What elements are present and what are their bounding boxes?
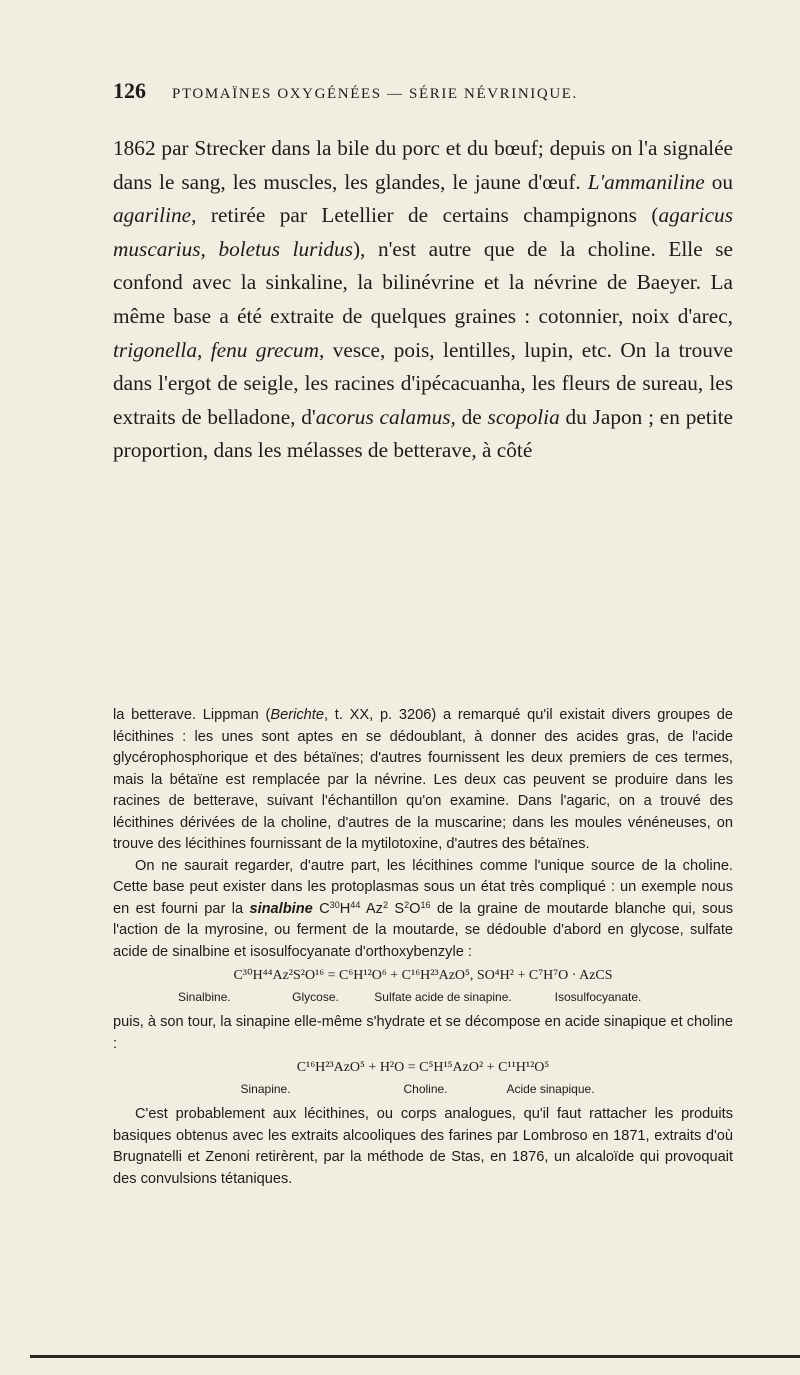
page-number: 126 — [113, 78, 146, 103]
formula-index: 2 — [382, 899, 388, 910]
formula-index: 16 — [420, 899, 431, 910]
text-span: vesce, pois, lentilles, lupin, etc. On la trouve dans l'ergot de seigle, les racines d'ipécacuanha, les fleurs de sureau, les extraits de belladone, d' — [113, 337, 734, 429]
formula-label: Sinapine. — [240, 1081, 291, 1096]
formula-label: Isosulfocyanate. — [554, 989, 642, 1004]
formula-atom: H — [339, 900, 351, 917]
footnotes — [113, 705, 733, 1190]
running-title: PTOMAÏNES OXYGÉNÉES — SÉRIE NÉVRINIQUE. — [172, 86, 578, 102]
note-paragraph-1 — [113, 705, 733, 856]
text-span: la betterave. Lippman ( — [113, 707, 271, 723]
italic-term: agariline — [113, 203, 192, 228]
main-text — [113, 132, 733, 468]
formula-index: 2 — [404, 899, 410, 910]
bottom-edge-rule — [30, 1355, 800, 1358]
text-span: , retirée par Letellier de certains champignons ( — [191, 203, 659, 228]
formula-index: 44 — [350, 899, 361, 910]
inline-formula — [319, 901, 430, 917]
italic-term: agaricus muscarius, boletus luridus — [113, 203, 733, 261]
formula-atom: C — [319, 900, 330, 917]
formula-label: Sinalbine. — [178, 989, 231, 1004]
note-paragraph-2 — [113, 856, 733, 964]
italic-term: Berichte — [270, 707, 324, 723]
formula-atom: S — [394, 900, 405, 917]
reaction-labels-1 — [113, 987, 733, 1009]
main-paragraph — [113, 132, 733, 468]
italic-term: scopolia — [487, 404, 560, 429]
text-span: ou — [704, 169, 734, 194]
formula-atom: O — [409, 900, 421, 917]
formula-label: Choline. — [403, 1081, 448, 1096]
reaction-formula-1: C³⁰H⁴⁴Az²S²O¹⁶ = C⁶H¹²O⁶ + C¹⁶H²³AzO⁵, SO⁴H² + C⁷H⁷O · AzCS — [233, 968, 613, 983]
reaction-labels-2 — [113, 1079, 733, 1101]
italic-term: L'ammaniline — [587, 169, 705, 194]
text-span: 1862 par Strecker dans la bile du porc et du bœuf; depuis on l'a signalée dans le sang, les muscles, les glandes, le jaune d'œuf. — [113, 136, 733, 194]
italic-term: acorus calamus, — [315, 404, 456, 429]
page-header — [113, 78, 733, 104]
text-span: du Japon ; en petite proportion, dans les mélasses de betterave, à côté — [113, 404, 733, 463]
note-paragraph-3: puis, à son tour, la sinapine elle-même s'hydrate et se décompose en acide sinapique et choline : — [113, 1014, 733, 1052]
text-span: , t. XX, p. 3206) a remarqué qu'il existait divers groupes de lécithines : les unes sont aptes en se dédoublant, à donner des acides gras, de l'acide glycérophosphorique et des bétaïnes; d'autres fournissent les deux premiers de ces termes, mais la bétaïne est remplacée par la névrine. Les deux cas peuvent se produire dans les racines de betterave, suivant l'échantillon qu'on examine. Dans l'agaric, on a trouvé des lécithines dérivées de la choline, d'autres de la muscarine; dans les moules vénéneuses, on trouve des lécithines fournissant de la mytilotoxine, d'autres des bétaïnes. — [113, 707, 734, 852]
formula-index: 30 — [329, 899, 340, 910]
text-span: de la graine de moutarde blanche qui, sous l'action de la myrosine, ou ferment de la moutarde, se dédouble d'abord en glycose, sulfate acide de sinalbine et isosulfocyanate d'orthoxybenzyle : — [113, 900, 734, 960]
formula-label: Acide sinapique. — [506, 1081, 595, 1096]
formula-atom: Az — [365, 900, 383, 917]
formula-label: Glycose. — [292, 989, 339, 1004]
italic-term: sinalbine — [249, 900, 313, 917]
text-span: ), n'est autre que de la choline. Elle se confond avec la sinkaline, la bilinévrine et la névrine de Baeyer. La même base a été extraite de quelques graines : cotonnier, noix d'arec, — [113, 236, 734, 328]
formula-label: Sulfate acide de sinapine. — [374, 989, 512, 1004]
reaction-formula-2: C¹⁶H²³AzO⁵ + H²O = C⁵H¹⁵AzO² + C¹¹H¹²O⁵ — [296, 1060, 550, 1075]
italic-term: trigonella, fenu grecum, — [113, 337, 325, 362]
note-paragraph-4: C'est probablement aux lécithines, ou corps analogues, qu'il faut rattacher les produits basiques obtenus avec les extraits alcooliques des farines par Lombroso en 1871, extraits d'où Brugnatelli et Zenoni retirèrent, par la méthode de Stas, en 1876, un alcaloïde qui provoquait des convulsions tétaniques. — [113, 1106, 733, 1187]
text-span: On ne saurait regarder, d'autre part, les lécithines comme l'unique source de la choline. Cette base peut exister dans les protoplasmas sous un état très compliqué : un exemple nous en est fourni par la — [113, 857, 733, 917]
text-span: de — [455, 404, 488, 429]
